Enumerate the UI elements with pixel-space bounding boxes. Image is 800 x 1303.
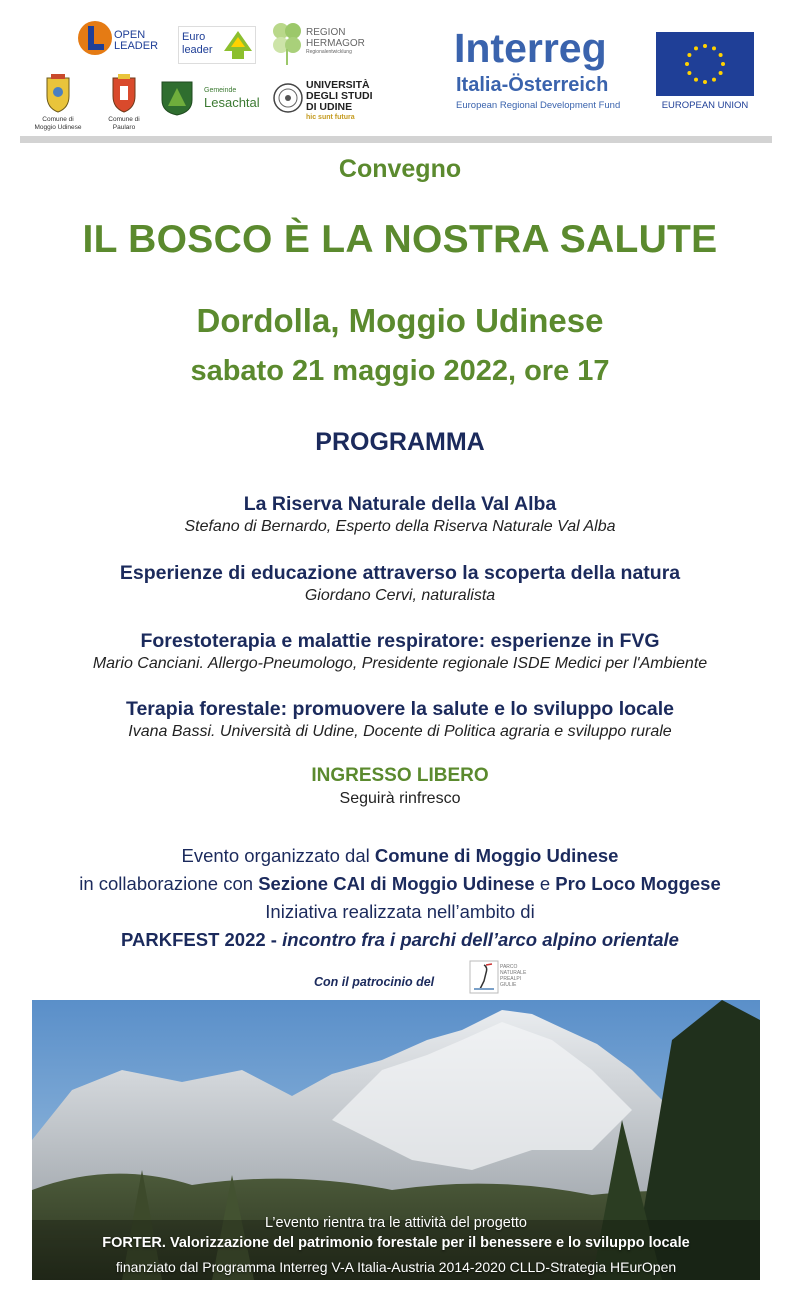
- event-date: sabato 21 maggio 2022, ore 17: [190, 355, 610, 387]
- program-item-speaker: Ivana Bassi. Università di Udine, Docente di Politica agraria e sviluppo rurale: [128, 723, 672, 740]
- eu-flag-icon: [656, 32, 754, 96]
- organizers-line4: [0, 929, 800, 951]
- lesachtal-crest-icon: [160, 80, 194, 116]
- footer-line3: finanziato dal Programma Interreg V-A Italia-Austria 2014-2020 CLLD-Strategia HEurOpen: [115, 1259, 677, 1275]
- parco-line2: NATURALE: [500, 970, 527, 976]
- patronage-label: Con il patrocinio del: [314, 975, 435, 989]
- moggio-crest-logo: [30, 72, 86, 136]
- paularo-crest-logo: [104, 72, 144, 136]
- interreg-logo: [454, 26, 650, 116]
- organizers-line3: Iniziativa realizzata nell’ambito di: [265, 901, 535, 922]
- open-leader-logo: [76, 18, 159, 60]
- open-leader-icon: [76, 18, 116, 58]
- parco-prealpi-giulie-logo: [470, 960, 532, 994]
- program-item-title: Terapia forestale: promuovere la salute e lo sviluppo locale: [126, 698, 674, 720]
- event-title: IL BOSCO È LA NOSTRA SALUTE: [82, 218, 718, 261]
- eu-label: EUROPEAN UNION: [661, 100, 749, 111]
- organizers-line1-prefix: Evento organizzato dal: [181, 845, 370, 866]
- organizers-line2-bold2: Pro Loco Moggese: [555, 873, 721, 894]
- program-item-title: Esperienze di educazione attraverso la scoperta della natura: [119, 562, 681, 584]
- uniud-line2: DEGLI STUDI: [306, 90, 373, 102]
- moggio-crest-icon: [41, 72, 75, 114]
- entry-label: INGRESSO LIBERO: [311, 765, 489, 786]
- event-place: Dordolla, Moggio Udinese: [196, 302, 604, 339]
- uniud-logo: [272, 78, 384, 122]
- region-hermagor-line2: HERMAGOR: [306, 38, 365, 49]
- organizers-line4-bold: PARKFEST 2022 -: [121, 929, 277, 950]
- program-item-title: Forestoterapia e malattie respiratore: esperienze in FVG: [140, 630, 660, 652]
- mountain-photo: [32, 1000, 760, 1280]
- region-hermagor-logo: [270, 17, 365, 69]
- organizers-line1-bold: Comune di Moggio Udinese: [374, 845, 619, 866]
- interreg-fund: European Regional Development Fund: [456, 100, 621, 111]
- region-hermagor-line1: REGION: [306, 27, 346, 38]
- moggio-line2: Moggio Udinese: [34, 124, 82, 131]
- entry-note: Seguirà rinfresco: [339, 790, 461, 807]
- footer-line2: FORTER. Valorizzazione del patrimonio forestale per il benessere e lo sviluppo locale: [102, 1235, 690, 1251]
- program-heading: PROGRAMMA: [315, 428, 485, 456]
- uniud-line1: UNIVERSITÀ: [306, 79, 370, 91]
- tree-icon: [223, 29, 253, 61]
- paularo-line2: Paularo: [112, 124, 136, 131]
- footer-line1: L’evento rientra tra le attività del progetto: [265, 1215, 527, 1231]
- clover-icon: [270, 19, 304, 67]
- paularo-crest-icon: [109, 72, 139, 114]
- open-leader-line2: LEADER: [114, 40, 159, 52]
- parco-line3: PREALPI: [500, 976, 522, 982]
- moggio-line1: Comune di: [42, 116, 74, 123]
- program-item-speaker: Mario Canciani. Allergo-Pneumologo, Presidente regionale ISDE Medici per l'Ambiente: [92, 655, 708, 672]
- organizers-line1: [0, 845, 800, 867]
- euroleader-line1: Euro: [182, 31, 206, 43]
- heron-icon: [470, 961, 498, 993]
- eu-logo: [656, 32, 756, 114]
- uniud-seal-icon: [272, 82, 304, 114]
- organizers-line2: [0, 873, 800, 895]
- organizers-line2-prefix: in collaborazione con: [79, 873, 254, 894]
- lesachtal-line1: Gemeinde: [204, 87, 237, 94]
- organizers-line2-bold1: Sezione CAI di Moggio Udinese: [258, 873, 535, 894]
- program-item-speaker: Stefano di Bernardo, Esperto della Riserva Naturale Val Alba: [184, 518, 616, 535]
- header-divider: [20, 136, 772, 143]
- uniud-line3: DI UDINE: [306, 101, 353, 113]
- interreg-subtitle: Italia-Österreich: [456, 74, 609, 96]
- paularo-line1: Comune di: [108, 116, 140, 123]
- parco-line4: GIULIE: [500, 982, 517, 988]
- organizers-line2-and: e: [539, 873, 551, 894]
- uniud-motto: hic sunt futura: [306, 114, 355, 121]
- event-type: Convegno: [338, 155, 462, 183]
- parco-line1: PARCO: [500, 964, 518, 970]
- organizers-line4-italic: incontro fra i parchi dell’arco alpino orientale: [282, 929, 679, 950]
- program-item-speaker: Giordano Cervi, naturalista: [304, 587, 496, 604]
- euroleader-line2: leader: [182, 44, 213, 56]
- program-item-title: La Riserva Naturale della Val Alba: [243, 493, 557, 515]
- interreg-title: Interreg: [454, 25, 607, 71]
- euroleader-logo: [178, 26, 256, 64]
- region-hermagor-line3: Regionalentwicklung: [306, 49, 352, 55]
- lesachtal-logo: [160, 80, 270, 120]
- open-leader-line1: OPEN: [114, 29, 146, 41]
- lesachtal-line2: Lesachtal: [204, 95, 260, 110]
